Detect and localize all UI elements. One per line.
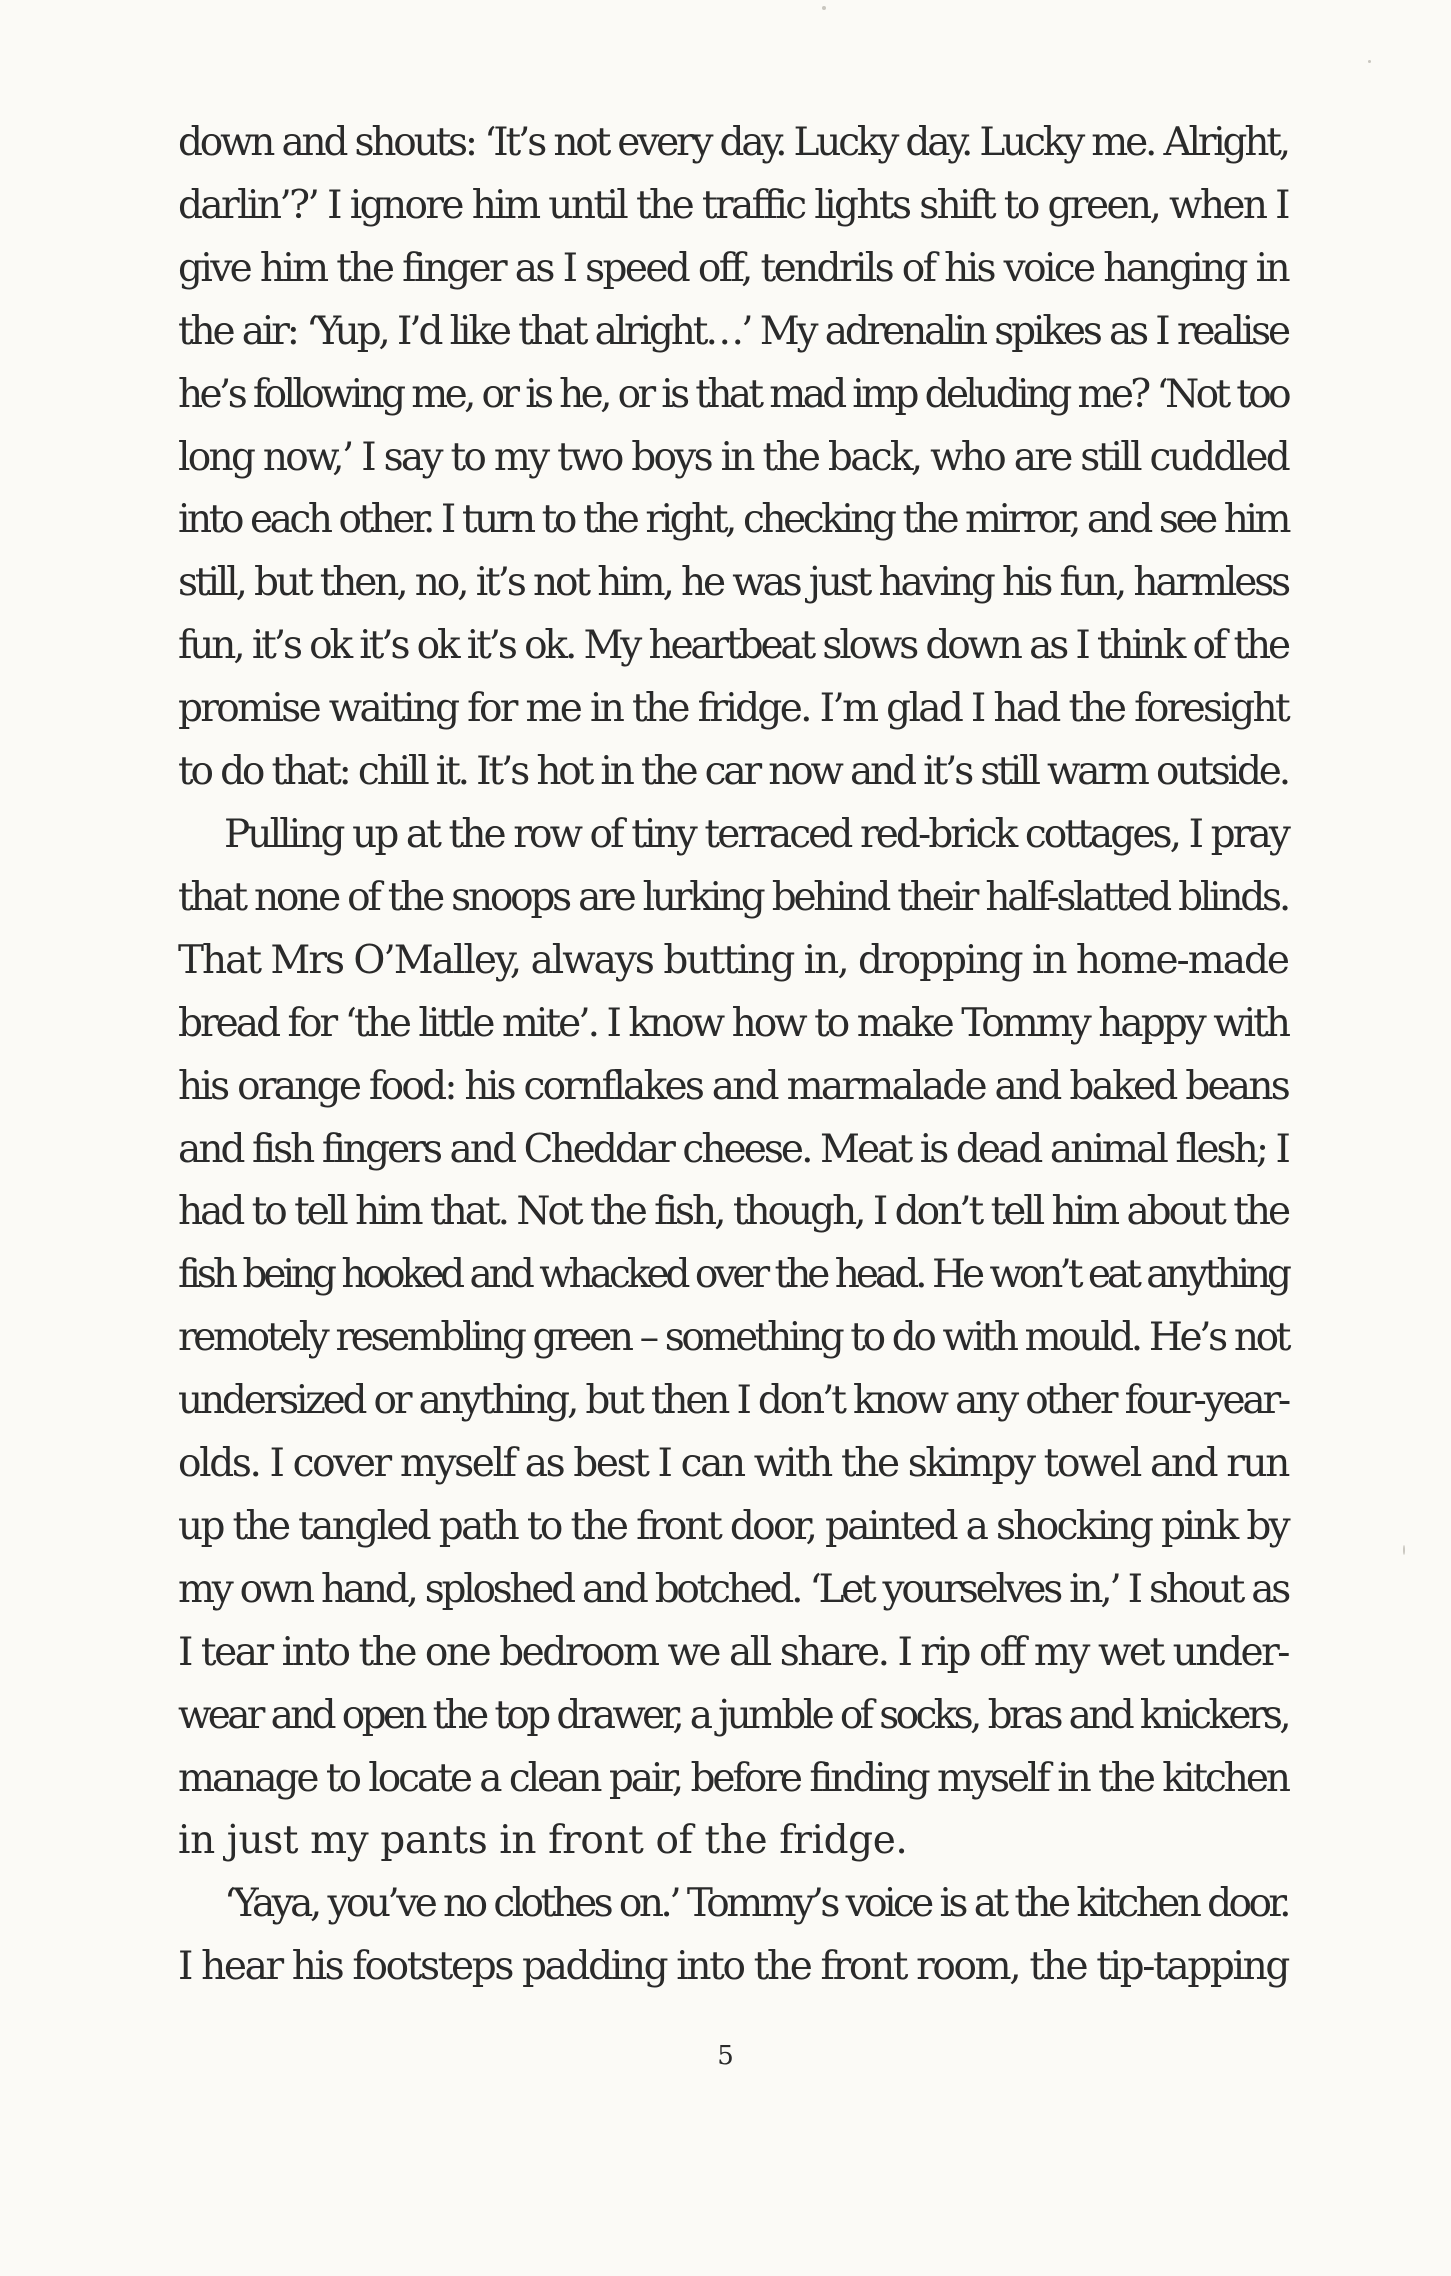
text-line: that none of the snoops are lurking behind their half-slatted blinds. [178, 874, 1288, 920]
text-line: fun, it’s ok it’s ok it’s ok. My heartbeat slows down as I think of the [178, 623, 1288, 669]
paper-speck [1403, 1545, 1405, 1555]
text-line: remotely resembling green – something to do with mould. He’s not [178, 1315, 1288, 1361]
text-line: he’s following me, or is he, or is that mad imp deluding me? ‘Not too [178, 371, 1288, 417]
text-line: darlin’?’ I ignore him until the traffic lights shift to green, when I [178, 182, 1288, 228]
text-line: the air: ‘Yup, I’d like that alright…’ My adrenalin spikes as I realise [178, 308, 1288, 354]
body-text [178, 112, 1288, 1999]
text-line: Pulling up at the row of tiny terraced red-brick cottages, I pray [224, 811, 1288, 857]
text-line: my own hand, sploshed and botched. ‘Let yourselves in,’ I shout as [178, 1566, 1288, 1612]
text-line: long now,’ I say to my two boys in the back, who are still cuddled [178, 434, 1288, 480]
text-line: undersized or anything, but then I don’t know any other four-year- [178, 1378, 1288, 1424]
text-line: ‘Yaya, you’ve no clothes on.’ Tommy’s voice is at the kitchen door. [224, 1881, 1288, 1927]
text-line: I hear his footsteps padding into the front room, the tip-tapping [178, 1944, 1288, 1990]
text-line: I tear into the one bedroom we all share. I rip off my wet under- [178, 1629, 1288, 1675]
paragraph-1 [178, 112, 1288, 804]
text-line: to do that: chill it. It’s hot in the car now and it’s still warm outside. [178, 749, 1288, 795]
text-line: his orange food: his cornflakes and marmalade and baked beans [178, 1063, 1288, 1109]
text-line: up the tangled path to the front door, painted a shocking pink by [178, 1503, 1288, 1549]
text-line: olds. I cover myself as best I can with the skimpy towel and run [178, 1441, 1288, 1487]
paragraph-2 [178, 804, 1288, 1873]
text-line: and fish fingers and Cheddar cheese. Meat is dead animal flesh; I [178, 1126, 1288, 1172]
text-line: fish being hooked and whacked over the head. He won’t eat anything [178, 1252, 1288, 1298]
text-line: wear and open the top drawer, a jumble of socks, bras and knickers, [178, 1692, 1288, 1738]
text-line: into each other. I turn to the right, checking the mirror, and see him [178, 497, 1289, 543]
paper-speck [1368, 60, 1371, 63]
text-line: bread for ‘the little mite’. I know how to make Tommy happy with [178, 1000, 1288, 1046]
text-line: That Mrs O’Malley, always butting in, dropping in home-made [178, 937, 1288, 983]
text-line: give him the finger as I speed off, tendrils of his voice hanging in [178, 245, 1288, 291]
text-line: in just my pants in front of the fridge. [178, 1818, 908, 1864]
page-number: 5 [717, 2041, 734, 2071]
paragraph-3 [178, 1873, 1288, 1999]
text-line: down and shouts: ‘It’s not every day. Lucky day. Lucky me. Alright, [178, 120, 1288, 165]
paper-speck [822, 6, 826, 10]
text-line: manage to locate a clean pair, before finding myself in the kitchen [178, 1755, 1288, 1801]
text-line: still, but then, no, it’s not him, he was just having his fun, harmless [178, 560, 1288, 606]
text-line: had to tell him that. Not the fish, though, I don’t tell him about the [178, 1189, 1288, 1235]
text-line: promise waiting for me in the fridge. I’m glad I had the foresight [178, 686, 1288, 732]
